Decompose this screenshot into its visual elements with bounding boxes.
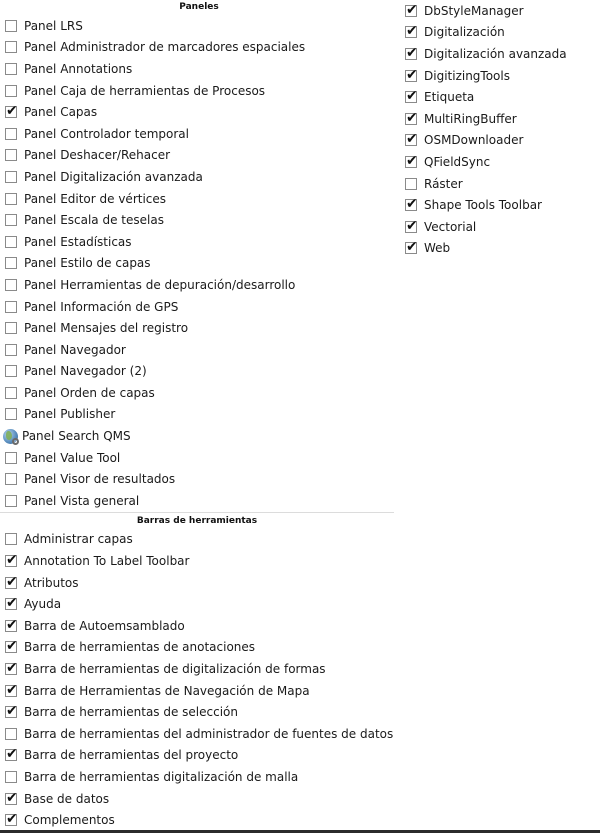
- checkbox-checked[interactable]: [405, 199, 417, 211]
- menu-item-label: Ráster: [424, 176, 463, 191]
- menu-item-digitizingtools[interactable]: [400, 65, 600, 87]
- menu-item-label: Vectorial: [424, 219, 477, 234]
- checkbox-checked[interactable]: [5, 641, 17, 653]
- menu-item-label: Panel Información de GPS: [24, 299, 179, 314]
- checkbox-checked[interactable]: [405, 48, 417, 60]
- menu-item-label: Barra de Herramientas de Navegación de Mapa: [24, 683, 310, 698]
- menu-item-label: Web: [424, 241, 451, 256]
- menu-item-panel-administrador-de-marcadores-espaciales[interactable]: [0, 37, 398, 59]
- menu-item-panel-publisher[interactable]: [0, 404, 398, 426]
- menu-item-panel-visor-de-resultados[interactable]: [0, 468, 398, 490]
- menu-item-label: DbStyleManager: [424, 3, 524, 18]
- menu-item-panel-estilo-de-capas[interactable]: [0, 253, 398, 275]
- menu-item-label: Panel Value Tool: [24, 450, 121, 465]
- menu-item-shape-tools-toolbar[interactable]: [400, 194, 600, 216]
- right-toolbars-list: [400, 0, 600, 259]
- checkbox-checked[interactable]: [5, 663, 17, 675]
- checkbox-checked[interactable]: [5, 793, 17, 805]
- checkbox-unchecked[interactable]: [5, 193, 17, 205]
- menu-item-ayuda[interactable]: [0, 593, 398, 615]
- menu-item-multiringbuffer[interactable]: [400, 108, 600, 130]
- checkbox-unchecked[interactable]: [5, 279, 17, 291]
- menu-item-barra-de-herramientas-de-digitalizacion-de-formas[interactable]: [0, 658, 398, 680]
- menu-item-label: Barra de herramientas digitalización de malla: [24, 769, 299, 784]
- menu-item-label: Panel LRS: [24, 18, 83, 33]
- checkbox-unchecked[interactable]: [5, 387, 17, 399]
- checkbox-checked[interactable]: [5, 577, 17, 589]
- menu-item-label: Etiqueta: [424, 90, 475, 105]
- checkbox-checked[interactable]: [5, 814, 17, 826]
- checkbox-checked[interactable]: [5, 555, 17, 567]
- menu-item-label: Complementos: [24, 813, 115, 828]
- right-column: [400, 0, 600, 259]
- checkbox-unchecked[interactable]: [5, 149, 17, 161]
- checkbox-unchecked[interactable]: [405, 178, 417, 190]
- checkbox-unchecked[interactable]: [5, 63, 17, 75]
- checkbox-checked[interactable]: [405, 26, 417, 38]
- menu-item-label: Panel Digitalización avanzada: [24, 169, 203, 184]
- menu-item-panel-search-qms[interactable]: [0, 425, 398, 447]
- checkbox-unchecked[interactable]: [5, 214, 17, 226]
- menu-item-label: Panel Navegador: [24, 342, 126, 357]
- menu-item-label: Panel Deshacer/Rehacer: [24, 148, 171, 163]
- menu-item-label: Panel Editor de vértices: [24, 191, 167, 206]
- menu-item-label: Shape Tools Toolbar: [424, 198, 542, 213]
- menu-item-raster[interactable]: [400, 173, 600, 195]
- menu-item-digitalizacion[interactable]: [400, 22, 600, 44]
- menu-item-annotation-to-label-toolbar[interactable]: [0, 550, 398, 572]
- menu-item-administrar-capas[interactable]: [0, 529, 398, 551]
- panels-section-header: Paneles: [179, 2, 219, 12]
- menu-item-label: Panel Search QMS: [22, 429, 131, 444]
- checkbox-checked[interactable]: [5, 620, 17, 632]
- menu-item-label: Panel Vista general: [24, 493, 140, 508]
- menu-item-panel-value-tool[interactable]: [0, 447, 398, 469]
- menu-item-panel-digitalizacion-avanzada[interactable]: [0, 166, 398, 188]
- menu-item-label: Panel Navegador (2): [24, 364, 147, 379]
- menu-item-label: Panel Controlador temporal: [24, 126, 189, 141]
- menu-item-barra-de-herramientas-del-proyecto[interactable]: [0, 745, 398, 767]
- checkbox-checked[interactable]: [5, 598, 17, 610]
- menu-item-vectorial[interactable]: [400, 216, 600, 238]
- menu-item-panel-editor-de-vertices[interactable]: [0, 188, 398, 210]
- menu-item-label: Annotation To Label Toolbar: [24, 554, 190, 569]
- menu-item-panel-caja-de-herramientas-de-procesos[interactable]: [0, 80, 398, 102]
- checkbox-checked[interactable]: [405, 70, 417, 82]
- checkbox-unchecked[interactable]: [5, 533, 17, 545]
- menu-item-barra-de-herramientas-del-administrador-de-fuentes-de-datos[interactable]: [0, 723, 398, 745]
- toolbars-section-header: Barras de herramientas: [0, 512, 394, 529]
- checkbox-unchecked[interactable]: [5, 171, 17, 183]
- checkbox-unchecked[interactable]: [5, 20, 17, 32]
- checkbox-checked[interactable]: [5, 106, 17, 118]
- menu-item-label: Panel Capas: [24, 105, 98, 120]
- checkbox-unchecked[interactable]: [5, 41, 17, 53]
- menu-item-label: Panel Caja de herramientas de Procesos: [24, 83, 266, 98]
- menu-item-label: Barra de Autoemsamblado: [24, 618, 185, 633]
- menu-item-label: Atributos: [24, 575, 79, 590]
- checkbox-unchecked[interactable]: [5, 408, 17, 420]
- menu-item-barra-de-autoemsamblado[interactable]: [0, 615, 398, 637]
- menu-item-label: Barra de herramientas del proyecto: [24, 748, 239, 763]
- menu-item-label: Panel Visor de resultados: [24, 472, 176, 487]
- menu-item-etiqueta[interactable]: [400, 86, 600, 108]
- menu-item-panel-lrs[interactable]: [0, 15, 398, 37]
- menu-item-panel-capas[interactable]: [0, 101, 398, 123]
- menu-item-label: Panel Mensajes del registro: [24, 321, 189, 336]
- menu-item-barra-de-herramientas-de-seleccion[interactable]: [0, 701, 398, 723]
- menu-item-label: OSMDownloader: [424, 133, 524, 148]
- checkbox-unchecked[interactable]: [5, 728, 17, 740]
- menu-item-panel-annotations[interactable]: [0, 58, 398, 80]
- checkbox-checked[interactable]: [5, 685, 17, 697]
- checkbox-unchecked[interactable]: [5, 301, 17, 313]
- menu-item-panel-mensajes-del-registro[interactable]: [0, 317, 398, 339]
- menu-item-label: Panel Herramientas de depuración/desarrollo: [24, 277, 296, 292]
- checkbox-unchecked[interactable]: [5, 452, 17, 464]
- menu-item-base-de-datos[interactable]: [0, 788, 398, 810]
- menu-item-panel-vista-general[interactable]: [0, 490, 398, 512]
- menu-item-panel-escala-de-teselas[interactable]: [0, 209, 398, 231]
- checkbox-checked[interactable]: [405, 242, 417, 254]
- menu-item-panel-herramientas-de-depuracion-desarrollo[interactable]: [0, 274, 398, 296]
- menu-item-osmdownloader[interactable]: [400, 130, 600, 152]
- menu-item-label: Panel Estadísticas: [24, 234, 132, 249]
- menu-item-label: Panel Orden de capas: [24, 385, 155, 400]
- checkbox-checked[interactable]: [405, 5, 417, 17]
- menu-item-digitalizacion-avanzada[interactable]: [400, 43, 600, 65]
- checkbox-unchecked[interactable]: [5, 257, 17, 269]
- checkbox-unchecked[interactable]: [5, 236, 17, 248]
- menu-item-label: Panel Estilo de capas: [24, 256, 151, 271]
- menu-item-panel-orden-de-capas[interactable]: [0, 382, 398, 404]
- panels-list: [0, 15, 398, 512]
- menu-item-panel-navegador[interactable]: [0, 339, 398, 361]
- menu-item-panel-informacion-de-gps[interactable]: [0, 296, 398, 318]
- checkbox-unchecked[interactable]: [5, 495, 17, 507]
- menu-item-web[interactable]: [400, 238, 600, 260]
- menu-item-label: Digitalización: [424, 25, 505, 40]
- checkbox-checked[interactable]: [405, 113, 417, 125]
- toolbars-list: [0, 529, 398, 831]
- menu-item-label: QFieldSync: [424, 154, 491, 169]
- menu-item-label: Panel Publisher: [24, 407, 116, 422]
- menu-item-qfieldsync[interactable]: [400, 151, 600, 173]
- menu-item-panel-deshacer-rehacer[interactable]: [0, 145, 398, 167]
- checkbox-checked[interactable]: [5, 706, 17, 718]
- checkbox-unchecked[interactable]: [5, 344, 17, 356]
- menu-item-barra-de-herramientas-digitalizacion-de-malla[interactable]: [0, 766, 398, 788]
- menu-item-label: Panel Administrador de marcadores espaciales: [24, 40, 306, 55]
- menu-item-panel-navegador-2[interactable]: [0, 361, 398, 383]
- menu-item-label: Digitalización avanzada: [424, 46, 567, 61]
- checkbox-checked[interactable]: [405, 156, 417, 168]
- menu-item-label: Panel Annotations: [24, 61, 133, 76]
- menu-item-label: Base de datos: [24, 791, 110, 806]
- menu-item-dbstylemanager[interactable]: [400, 0, 600, 22]
- menu-item-label: Barra de herramientas de anotaciones: [24, 640, 256, 655]
- menu-item-label: Administrar capas: [24, 532, 133, 547]
- menu-item-label: Barra de herramientas de selección: [24, 705, 239, 720]
- menu-item-label: Panel Escala de teselas: [24, 213, 164, 228]
- checkbox-checked[interactable]: [5, 749, 17, 761]
- menu-item-label: MultiRingBuffer: [424, 111, 517, 126]
- menu-item-barra-de-herramientas-de-navegacion-de-mapa[interactable]: [0, 680, 398, 702]
- menu-item-barra-de-herramientas-de-anotaciones[interactable]: [0, 637, 398, 659]
- checkbox-unchecked[interactable]: [5, 771, 17, 783]
- checkbox-checked[interactable]: [405, 91, 417, 103]
- menu-item-atributos[interactable]: [0, 572, 398, 594]
- menu-item-complementos[interactable]: [0, 809, 398, 831]
- menu-item-label: Barra de herramientas de digitalización de formas: [24, 662, 326, 677]
- menu-item-label: Barra de herramientas del administrador de fuentes de datos: [24, 726, 394, 741]
- checkbox-unchecked[interactable]: [5, 322, 17, 334]
- menu-item-label: Ayuda: [24, 597, 62, 612]
- checkbox-checked[interactable]: [405, 134, 417, 146]
- checkbox-unchecked[interactable]: [5, 473, 17, 485]
- checkbox-checked[interactable]: [405, 221, 417, 233]
- checkbox-unchecked[interactable]: [5, 85, 17, 97]
- checkbox-unchecked[interactable]: [5, 128, 17, 140]
- menu-item-panel-estadisticas[interactable]: [0, 231, 398, 253]
- checkbox-unchecked[interactable]: [5, 365, 17, 377]
- menu-item-panel-controlador-temporal[interactable]: [0, 123, 398, 145]
- globe-search-icon[interactable]: [3, 429, 18, 444]
- menu-item-label: DigitizingTools: [424, 68, 510, 83]
